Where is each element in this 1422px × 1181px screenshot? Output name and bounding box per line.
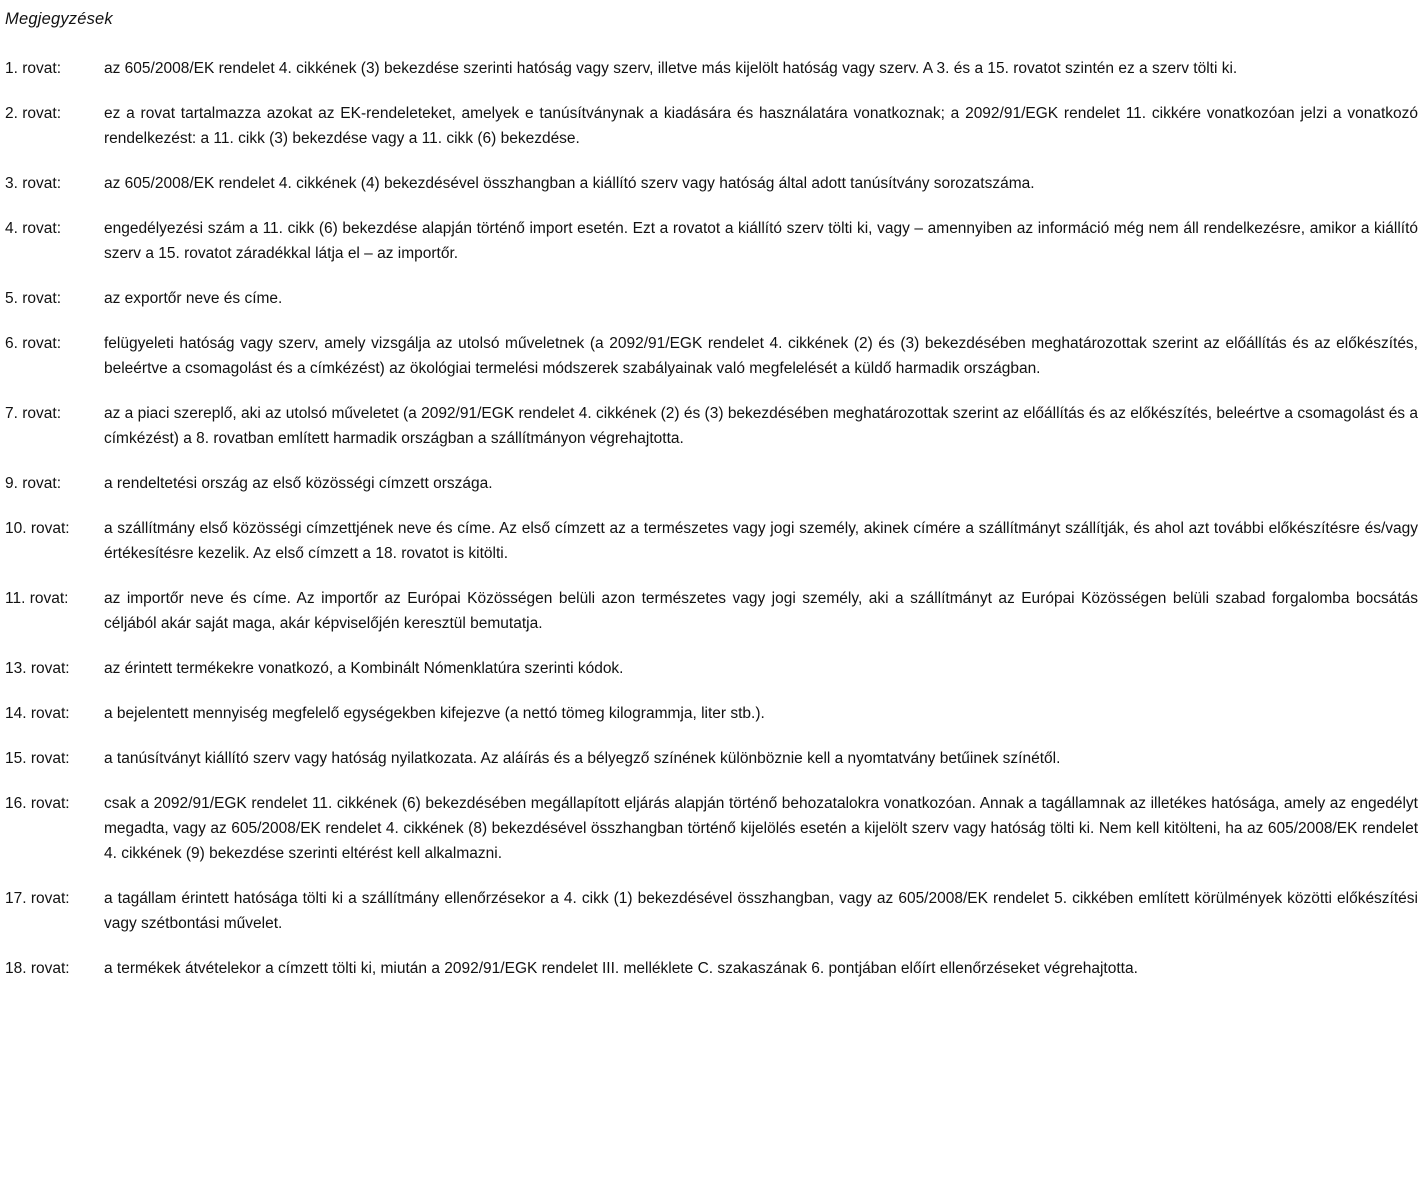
note-item-18 bbox=[5, 956, 1418, 981]
note-text: felügyeleti hatóság vagy szerv, amely vizsgálja az utolsó műveletnek (a 2092/91/EGK rendelet 4. cikkének (2) és (3) bekezdésében meghatározottak szerint az előállítás és az előkészítés, beleértve a csomagolást és a címkézést) az ökológiai termelési módszerek szabályainak való megfelelését a küldő harmadik országban. bbox=[104, 335, 1418, 377]
note-item-1 bbox=[5, 56, 1418, 81]
note-item-9 bbox=[5, 471, 1418, 496]
note-label: 10. rovat: bbox=[5, 520, 70, 537]
note-label: 16. rovat: bbox=[5, 795, 70, 812]
note-text: az 605/2008/EK rendelet 4. cikkének (3) bekezdése szerinti hatóság vagy szerv, illetve más kijelölt hatóság vagy szerv. A 3. és a 15. rovatot szintén ez a szerv tölti ki. bbox=[104, 60, 1238, 77]
note-text: engedélyezési szám a 11. cikk (6) bekezdése alapján történő import esetén. Ezt a rovatot a kiállító szerv tölti ki, vagy – amennyiben az információ még nem áll rendelkezésre, amikor a kiállító szerv a 15. rovatot záradékkal látja el – az importőr. bbox=[104, 220, 1418, 262]
note-text: csak a 2092/91/EGK rendelet 11. cikkének (6) bekezdésében megállapított eljárás alapján történő behozatalokra vonatkozóan. Annak a tagállamnak az illetékes hatósága, amely az engedélyt megadta, vagy az 605/2008/EK rendelet 4. cikkének (8) bekezdésével összhangban történő kijelölés esetén a kijelölt szerv vagy hatóság tölti ki. Nem kell kitölteni, ha az 605/2008/EK rendelet 4. cikkének (9) bekezdése szerinti eltérést kell alkalmazni. bbox=[104, 795, 1418, 862]
note-text: a termékek átvételekor a címzett tölti ki, miután a 2092/91/EGK rendelet III. melléklete C. szakaszának 6. pontjában előírt ellenőrzéseket végrehajtotta. bbox=[104, 960, 1138, 977]
note-item-13 bbox=[5, 656, 1418, 681]
note-item-10 bbox=[5, 516, 1418, 566]
note-text: a bejelentett mennyiség megfelelő egységekben kifejezve (a nettó tömeg kilogrammja, liter stb.). bbox=[104, 705, 765, 722]
note-label: 11. rovat: bbox=[5, 590, 69, 607]
note-text: a rendeltetési ország az első közösségi címzett országa. bbox=[104, 475, 493, 492]
note-label: 17. rovat: bbox=[5, 890, 70, 907]
notes-list bbox=[5, 56, 1418, 981]
note-label: 5. rovat: bbox=[5, 290, 61, 307]
note-item-15 bbox=[5, 746, 1418, 771]
note-item-17 bbox=[5, 886, 1418, 936]
note-text: a tagállam érintett hatósága tölti ki a szállítmány ellenőrzésekor a 4. cikk (1) bekezdésével összhangban, vagy az 605/2008/EK rendelet 5. cikkében említett körülmények közötti előkészítési vagy szétbontási művelet. bbox=[104, 890, 1418, 932]
note-text: az 605/2008/EK rendelet 4. cikkének (4) bekezdésével összhangban a kiállító szerv vagy hatóság által adott tanúsítvány sorozatszáma. bbox=[104, 175, 1035, 192]
note-text: az importőr neve és címe. Az importőr az Európai Közösségen belüli azon természetes vagy jogi személy, aki a szállítmányt az Európai Közösségen belüli szabad forgalomba bocsátás céljából akár saját maga, akár képviselőjén keresztül bemutatja. bbox=[104, 590, 1418, 632]
note-item-2 bbox=[5, 101, 1418, 151]
note-label: 13. rovat: bbox=[5, 660, 70, 677]
note-text: az érintett termékekre vonatkozó, a Kombinált Nómenklatúra szerinti kódok. bbox=[104, 660, 624, 677]
note-label: 14. rovat: bbox=[5, 705, 70, 722]
note-item-4 bbox=[5, 216, 1418, 266]
note-label: 7. rovat: bbox=[5, 405, 61, 422]
note-item-5 bbox=[5, 286, 1418, 311]
note-label: 3. rovat: bbox=[5, 175, 61, 192]
note-label: 1. rovat: bbox=[5, 60, 61, 77]
note-label: 9. rovat: bbox=[5, 475, 61, 492]
note-text: ez a rovat tartalmazza azokat az EK-rendeleteket, amelyek e tanúsítványnak a kiadására és használatára vonatkoznak; a 2092/91/EGK rendelet 11. cikkére vonatkozóan jelzi a vonatkozó rendelkezést: a 11. cikk (3) bekezdése vagy a 11. cikk (6) bekezdése. bbox=[104, 105, 1418, 147]
note-item-6 bbox=[5, 331, 1418, 381]
note-text: az exportőr neve és címe. bbox=[104, 290, 283, 307]
note-label: 6. rovat: bbox=[5, 335, 61, 352]
note-item-3 bbox=[5, 171, 1418, 196]
note-text: a szállítmány első közösségi címzettjének neve és címe. Az első címzett az a természetes vagy jogi személy, akinek címére a szállítmányt szállítják, és ahol azt további előkészítésre és/vagy értékesítésre kezelik. Az első címzett a 18. rovatot is kitölti. bbox=[104, 520, 1418, 562]
note-label: 15. rovat: bbox=[5, 750, 70, 767]
note-item-7 bbox=[5, 401, 1418, 451]
note-label: 18. rovat: bbox=[5, 960, 70, 977]
page-title: Megjegyzések bbox=[5, 10, 113, 28]
note-item-16 bbox=[5, 791, 1418, 866]
note-item-11 bbox=[5, 586, 1418, 636]
note-label: 2. rovat: bbox=[5, 105, 61, 122]
note-text: a tanúsítványt kiállító szerv vagy hatóság nyilatkozata. Az aláírás és a bélyegző színének különböznie kell a nyomtatvány betűinek színétől. bbox=[104, 750, 1061, 767]
note-text: az a piaci szereplő, aki az utolsó műveletet (a 2092/91/EGK rendelet 4. cikkének (2) és (3) bekezdésében meghatározottak szerint az előállítás és az előkészítés, beleértve a csomagolást és a címkézést) a 8. rovatban említett harmadik országban a szállítmányon végrehajtotta. bbox=[104, 405, 1418, 447]
note-label: 4. rovat: bbox=[5, 220, 61, 237]
note-item-14 bbox=[5, 701, 1418, 726]
